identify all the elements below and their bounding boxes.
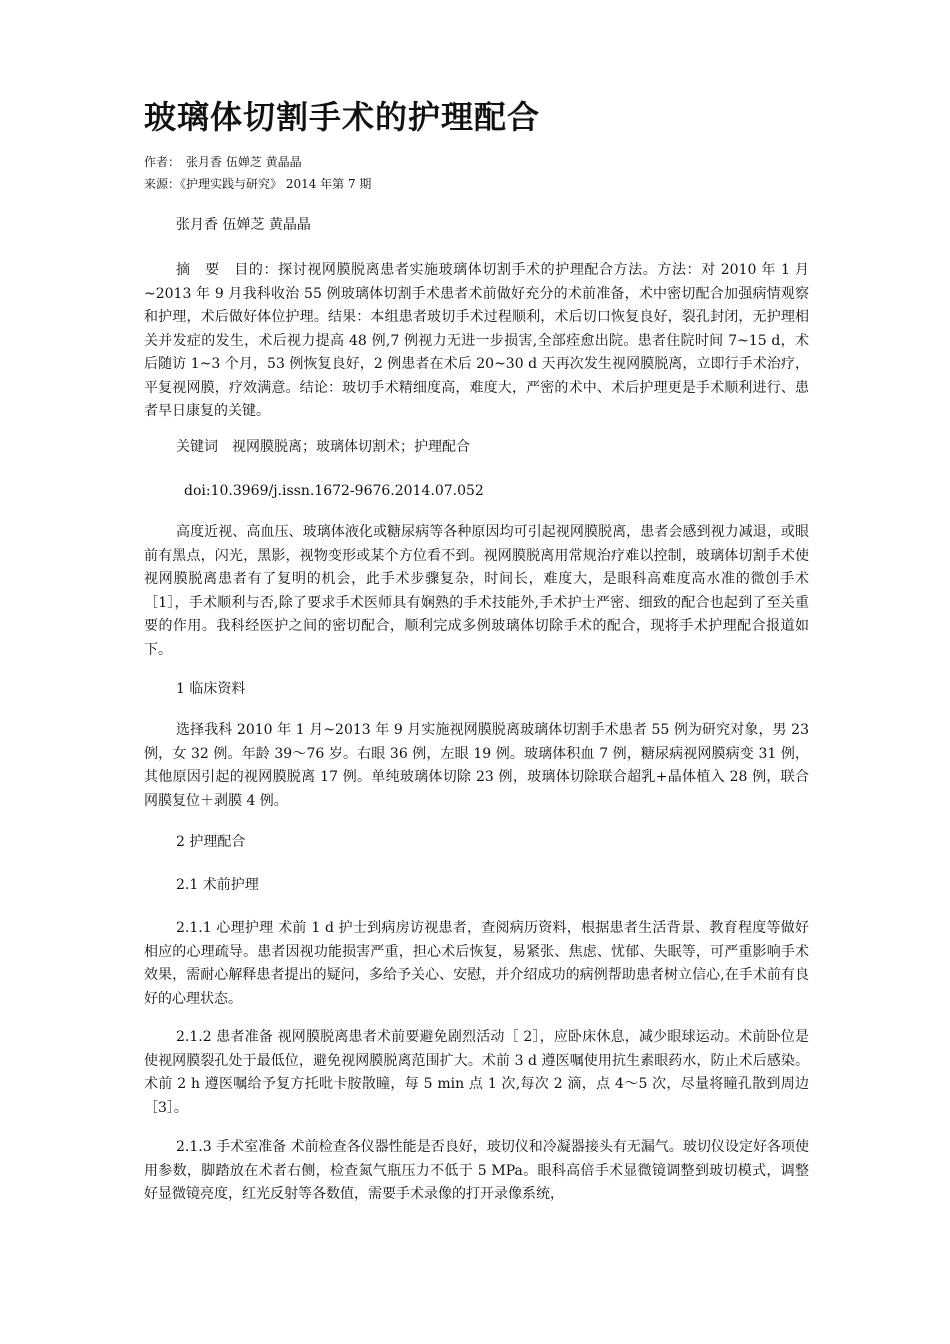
or-prep-paragraph: 2.1.3 手术室准备 术前检查各仪器性能是否良好，玻切仪和冷凝器接头有无漏气。玻切仪设定好各项使用参数，脚踏放在术者右侧，检查氮气瓶压力不低于 5 MPa。眼科高倍手术显微镜调整到玻切模式，调整好显微镜亮度，红光反射等各数值，需要手术录像的打开录像系统， (144, 1139, 809, 1202)
patient-prep-paragraph: 2.1.2 患者准备 视网膜脱离患者术前要避免剧烈活动［ 2］，应卧床休息，减少眼球运动。术前卧位是使视网膜裂孔处于最低位，避免视网膜脱离范围扩大。术前 3 d 遵医嘱使用抗生素眼药水，防止术后感染。术前 2 h 遵医嘱给予复方托吡卡胺散瞳，每 5 min 点 1 次,每次 2 滴，点 4～5 次，尽量将瞳孔散到周边［3］。 (144, 1029, 809, 1116)
source-line: 来源：《护理实践与研究》 2014 年第 7 期 (144, 177, 372, 191)
clinical-data-paragraph: 选择我科 2010 年 1 月~2013 年 9 月实施视网膜脱离玻璃体切割手术患者 55 例为研究对象，男 23 例，女 32 例。年龄 39～76 岁。右眼 36 例，左眼 19 例。玻璃体积血 7 例，糖尿病视网膜病变 31 例，其他原因引起的视网膜脱离 17 例。单纯玻璃体切除 23 例，玻璃体切除联合超乳+晶体植入 28 例，联合网膜复位＋剥膜 4 例。 (144, 722, 809, 809)
doi-line: doi:10.3969/j.issn.1672-9676.2014.07.052 (184, 483, 484, 499)
psych-care-paragraph: 2.1.1 心理护理 术前 1 d 护士到病房访视患者，查阅病历资料，根据患者生活背景、教育程度等做好相应的心理疏导。患者因视功能损害严重，担心术后恢复，易紧张、焦虑、忧郁、失眠等，可严重影响手术效果，需耐心解释患者提出的疑问，多给予关心、安慰，并介绍成功的病例帮助患者树立信心,在手术前有良好的心理状态。 (144, 920, 809, 1007)
article-title: 玻璃体切割手术的护理配合 (144, 98, 541, 136)
section-heading-clinical-data: 1 临床资料 (176, 681, 246, 697)
intro-paragraph: 高度近视、高血压、玻璃体液化或糖尿病等各种原因均可引起视网膜脱离，患者会感到视力减退，或眼前有黑点，闪光，黑影，视物变形或某个方位看不到。视网膜脱离用常规治疗难以控制，玻璃体切割手术使视网膜脱离患者有了复明的机会，此手术步骤复杂，时间长，难度大，是眼科高难度高水准的微创手术［1］，手术顺利与否,除了要求手术医师具有娴熟的手术技能外,手术护士严密、细致的配合也起到了至关重要的作用。我科经医护之间的密切配合，顺利完成多例玻璃体切除手术的配合，现将手术护理配合报道如下。 (144, 524, 809, 658)
subsection-heading-preop: 2.1 术前护理 (176, 877, 259, 893)
section-heading-nursing: 2 护理配合 (176, 834, 246, 850)
byline: 张月香 伍婵芝 黄晶晶 (176, 217, 311, 233)
abstract-paragraph: 摘 要 目的：探讨视网膜脱离患者实施玻璃体切割手术的护理配合方法。方法：对 2010 年 1 月~2013 年 9 月我科收治 55 例玻璃体切割手术患者术前做好充分的术前准备，术中密切配合加强病情观察和护理，术后做好体位护理。结果：本组患者玻切手术过程顺利，术后切口恢复良好，裂孔封闭，无护理相关并发症的发生，术后视力提高 48 例,7 例视力无进一步损害,全部痊愈出院。患者住院时间 7~15 d，术后随访 1~3 个月，53 例恢复良好，2 例患者在术后 20~30 d 天再次发生视网膜脱离，立即行手术治疗，平复视网膜，疗效满意。结论：玻切手术精细度高，难度大，严密的术中、术后护理更是手术顺利进行、患者早日康复的关键。 (144, 262, 809, 419)
keywords-line: 关键词 视网膜脱离；玻璃体切割术；护理配合 (176, 439, 470, 455)
author-line: 作者： 张月香 伍婵芝 黄晶晶 (144, 155, 302, 169)
